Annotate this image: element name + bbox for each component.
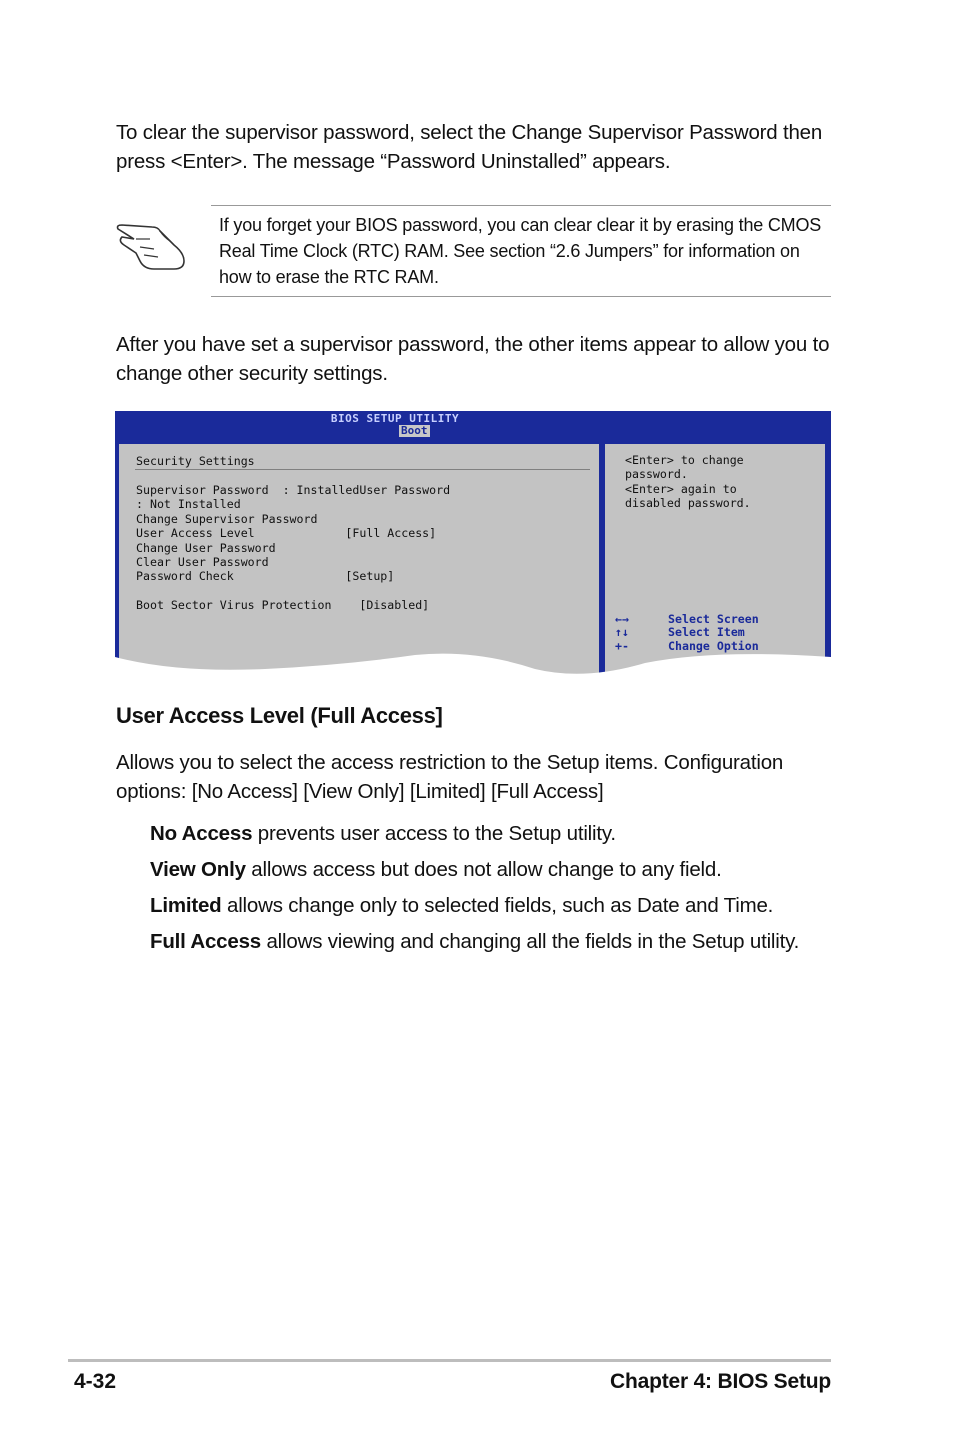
- note-text: If you forget your BIOS password, you can clear clear it by erasing the CMOS Real Time Clock (RTC) RAM. See section “2.6 Jumpers” for information on how to erase the RTC RAM.: [219, 215, 822, 287]
- bios-screenshot: [115, 411, 831, 681]
- bios-help-line: disabled password.: [625, 496, 751, 511]
- left-right-arrows-icon: ←→: [615, 612, 629, 626]
- page-number: 4-32: [74, 1370, 117, 1393]
- bios-item-clear-user-password[interactable]: Clear User Password: [136, 555, 269, 570]
- bios-item-user-access-level[interactable]: User Access Level [Full Access]: [136, 526, 437, 541]
- footer-rule: [68, 1359, 831, 1362]
- option-full-access: [150, 928, 840, 957]
- up-down-arrows-icon: ↑↓: [615, 625, 629, 640]
- bios-title-bar: [115, 411, 831, 439]
- section-heading: User Access Level (Full Access]: [116, 703, 443, 728]
- bios-nav-legend: [615, 613, 759, 653]
- after-paragraph: After you have set a supervisor password, the other items appear to allow you to change other security settings.: [116, 333, 830, 385]
- note-bottom-rule: [211, 296, 831, 297]
- option-no-access: [150, 820, 840, 849]
- bios-item-change-user-password[interactable]: Change User Password: [136, 540, 276, 555]
- bios-help-line: <Enter> again to: [625, 481, 737, 496]
- bios-torn-edge: [115, 651, 831, 681]
- option-text: allows change only to selected fields, such as Date and Time.: [221, 894, 774, 917]
- option-view-only: [150, 856, 840, 885]
- option-term: No Access: [150, 822, 253, 845]
- option-text: allows access but does not allow change to any field.: [245, 858, 722, 881]
- bios-item-spacer: [136, 584, 450, 598]
- bios-separator: [135, 469, 590, 470]
- bios-item-boot-sector-virus-protection[interactable]: Boot Sector Virus Protection [Disabled]: [136, 598, 430, 613]
- option-term: Full Access: [150, 930, 261, 953]
- bios-tab-boot[interactable]: Boot: [401, 424, 428, 437]
- bios-item-list: [136, 483, 450, 613]
- plus-minus-icon: +-: [615, 638, 629, 653]
- chapter-title: Chapter 4: BIOS Setup: [610, 1370, 831, 1393]
- nav-select-item: Select Item: [668, 625, 745, 640]
- bios-help-line: <Enter> to change: [625, 453, 744, 467]
- option-term: View Only: [150, 858, 246, 881]
- bios-item-user-password-status: : Not Installed: [136, 497, 241, 512]
- bios-item-change-supervisor-password[interactable]: Change Supervisor Password: [136, 511, 318, 526]
- note-top-rule: [211, 205, 831, 206]
- bios-item-password-check[interactable]: Password Check [Setup]: [136, 569, 395, 584]
- option-term: Limited: [150, 894, 222, 917]
- option-limited: [150, 892, 840, 921]
- nav-select-screen: Select Screen: [668, 612, 759, 626]
- bios-item-supervisor-password[interactable]: Supervisor Password : InstalledUser Password: [136, 483, 451, 497]
- pointing-hand-icon: [114, 215, 188, 271]
- description-paragraph: Allows you to select the access restriction to the Setup items. Configuration options: [No Access] [View Only] [Limited] [Full Access]: [116, 751, 784, 803]
- bios-help-line: password.: [625, 467, 688, 482]
- nav-change-option: Change Option: [668, 638, 759, 653]
- option-text: prevents user access to the Setup utility.: [252, 822, 616, 845]
- bios-help-text: [625, 453, 751, 511]
- bios-title: BIOS SETUP UTILITY: [330, 412, 460, 425]
- intro-paragraph: To clear the supervisor password, select the Change Supervisor Password then press <Enter>. The message “Password Uninstalled” appears.: [116, 121, 823, 173]
- option-text: allows viewing and changing all the fields in the Setup utility.: [260, 930, 800, 953]
- bios-section-title: Security Settings: [136, 454, 255, 468]
